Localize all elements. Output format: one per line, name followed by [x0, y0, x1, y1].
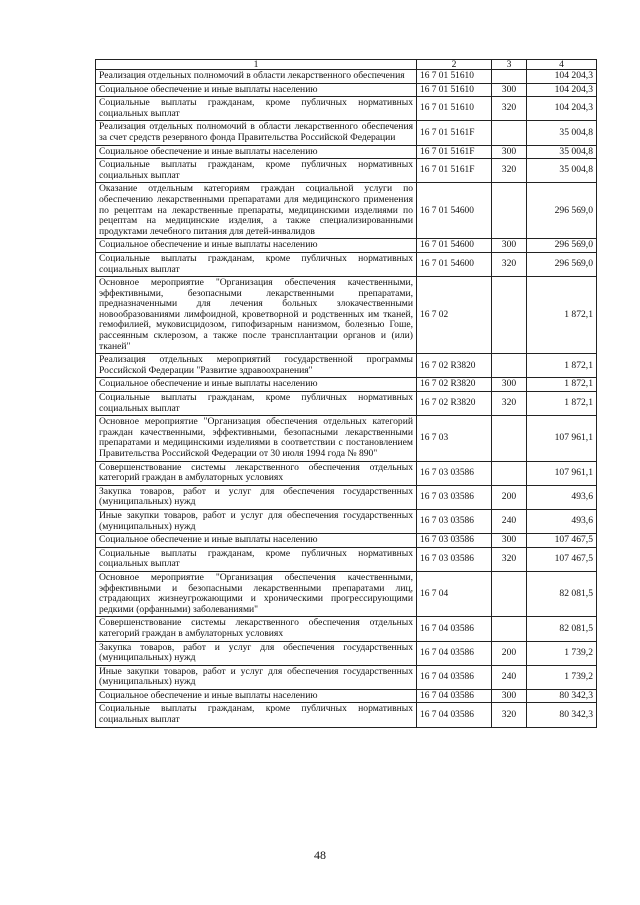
row-code-cell: 16 7 01 54600	[417, 252, 492, 276]
row-amount-cell: 80 342,3	[527, 689, 597, 703]
row-name-cell: Социальные выплаты гражданам, кроме публичных нормативных социальных выплат	[96, 252, 417, 276]
row-expense-type-cell: 320	[492, 392, 527, 416]
row-code-cell: 16 7 02 R3820	[417, 354, 492, 378]
row-expense-type-cell: 300	[492, 534, 527, 548]
row-expense-type-cell: 200	[492, 641, 527, 665]
row-expense-type-cell: 240	[492, 509, 527, 533]
table-row	[96, 547, 597, 571]
row-name-cell: Совершенствование системы лекарственного обеспечения отдельных категорий граждан в амбулаторных условиях	[96, 461, 417, 485]
table-row	[96, 509, 597, 533]
row-code-cell: 16 7 03 03586	[417, 461, 492, 485]
row-expense-type-cell	[492, 617, 527, 641]
row-code-cell: 16 7 01 5161F	[417, 121, 492, 145]
row-name-cell: Основное мероприятие "Организация обеспечения отдельных категорий граждан качественными, эффективными, безопасными лекарственными препаратами и медицинскими изделиями в соответствии с постановлением Правительства Российской Федерации от 30 июля 1994 года № 890"	[96, 416, 417, 461]
row-expense-type-cell: 320	[492, 97, 527, 121]
table-row	[96, 145, 597, 159]
row-amount-cell: 296 569,0	[527, 252, 597, 276]
row-expense-type-cell	[492, 571, 527, 616]
row-name-cell: Социальные выплаты гражданам, кроме публичных нормативных социальных выплат	[96, 97, 417, 121]
row-amount-cell: 35 004,8	[527, 159, 597, 183]
row-code-cell: 16 7 02 R3820	[417, 378, 492, 392]
row-amount-cell: 80 342,3	[527, 703, 597, 727]
row-code-cell: 16 7 04 03586	[417, 689, 492, 703]
row-amount-cell: 35 004,8	[527, 121, 597, 145]
row-name-cell: Реализация отдельных мероприятий государственной программы Российской Федерации "Развитие здравоохранения"	[96, 354, 417, 378]
table-row	[96, 571, 597, 616]
header-cell-name: 1	[96, 60, 417, 70]
row-expense-type-cell: 300	[492, 83, 527, 97]
table-row	[96, 416, 597, 461]
row-expense-type-cell: 300	[492, 378, 527, 392]
row-code-cell: 16 7 01 51610	[417, 70, 492, 84]
row-expense-type-cell	[492, 121, 527, 145]
row-code-cell: 16 7 01 51610	[417, 83, 492, 97]
row-amount-cell: 104 204,3	[527, 70, 597, 84]
header-cell-code: 2	[417, 60, 492, 70]
row-expense-type-cell: 200	[492, 485, 527, 509]
table-row	[96, 277, 597, 354]
row-code-cell: 16 7 04 03586	[417, 665, 492, 689]
row-name-cell: Социальные выплаты гражданам, кроме публичных нормативных социальных выплат	[96, 703, 417, 727]
row-code-cell: 16 7 04	[417, 571, 492, 616]
row-expense-type-cell	[492, 354, 527, 378]
row-amount-cell: 82 081,5	[527, 617, 597, 641]
row-name-cell: Социальное обеспечение и иные выплаты населению	[96, 83, 417, 97]
row-name-cell: Оказание отдельным категориям граждан социальной услуги по обеспечению лекарственными препаратами для медицинского применения по рецептам на лекарственные препараты, медицинскими изделиями по рецептам на медицинские изделия, а также специализированными продуктами лечебного питания для детей-инвалидов	[96, 183, 417, 239]
budget-table	[95, 59, 597, 728]
row-amount-cell: 296 569,0	[527, 183, 597, 239]
row-amount-cell: 1 739,2	[527, 665, 597, 689]
table-row	[96, 159, 597, 183]
row-amount-cell: 1 872,1	[527, 354, 597, 378]
row-expense-type-cell	[492, 183, 527, 239]
row-code-cell: 16 7 03 03586	[417, 485, 492, 509]
page-number: 48	[314, 848, 326, 862]
row-code-cell: 16 7 01 51610	[417, 97, 492, 121]
row-name-cell: Реализация отдельных полномочий в области лекарственного обеспечения за счет средств резервного фонда Правительства Российской Федерации	[96, 121, 417, 145]
row-code-cell: 16 7 01 54600	[417, 183, 492, 239]
row-name-cell: Социальные выплаты гражданам, кроме публичных нормативных социальных выплат	[96, 547, 417, 571]
row-amount-cell: 107 467,5	[527, 547, 597, 571]
row-expense-type-cell: 320	[492, 252, 527, 276]
row-expense-type-cell	[492, 277, 527, 354]
row-name-cell: Закупка товаров, работ и услуг для обеспечения государственных (муниципальных) нужд	[96, 641, 417, 665]
table-row	[96, 641, 597, 665]
row-expense-type-cell: 320	[492, 703, 527, 727]
row-amount-cell: 104 204,3	[527, 83, 597, 97]
row-name-cell: Иные закупки товаров, работ и услуг для обеспечения государственных (муниципальных) нужд	[96, 665, 417, 689]
row-expense-type-cell	[492, 416, 527, 461]
row-code-cell: 16 7 01 54600	[417, 239, 492, 253]
row-name-cell: Социальное обеспечение и иные выплаты населению	[96, 534, 417, 548]
row-expense-type-cell: 320	[492, 547, 527, 571]
row-name-cell: Социальные выплаты гражданам, кроме публичных нормативных социальных выплат	[96, 392, 417, 416]
row-amount-cell: 1 872,1	[527, 277, 597, 354]
table-row	[96, 485, 597, 509]
table-row	[96, 534, 597, 548]
row-amount-cell: 493,6	[527, 509, 597, 533]
row-amount-cell: 1 872,1	[527, 392, 597, 416]
table-row	[96, 70, 597, 84]
row-code-cell: 16 7 01 5161F	[417, 145, 492, 159]
row-amount-cell: 493,6	[527, 485, 597, 509]
table-row	[96, 83, 597, 97]
row-amount-cell: 107 961,1	[527, 461, 597, 485]
row-expense-type-cell: 300	[492, 239, 527, 253]
table-row	[96, 252, 597, 276]
row-name-cell: Социальные выплаты гражданам, кроме публичных нормативных социальных выплат	[96, 159, 417, 183]
row-code-cell: 16 7 01 5161F	[417, 159, 492, 183]
table-row	[96, 121, 597, 145]
row-amount-cell: 296 569,0	[527, 239, 597, 253]
row-expense-type-cell: 320	[492, 159, 527, 183]
row-code-cell: 16 7 04 03586	[417, 641, 492, 665]
row-code-cell: 16 7 03 03586	[417, 509, 492, 533]
row-expense-type-cell	[492, 461, 527, 485]
row-name-cell: Социальное обеспечение и иные выплаты населению	[96, 378, 417, 392]
row-name-cell: Основное мероприятие "Организация обеспечения качественными, эффективными, безопасными лекарственными препаратами, предназначенными для лечения больных злокачественными новообразованиями лимфоидной, кроветворной и родственных им тканей, гемофилией, муковисцидозом, гипофизарным нанизмом, болезнью Гоше, рассеянным склерозом, а также после трансплантации органов и (или) тканей"	[96, 277, 417, 354]
row-expense-type-cell: 300	[492, 689, 527, 703]
row-name-cell: Социальное обеспечение и иные выплаты населению	[96, 239, 417, 253]
row-amount-cell: 107 467,5	[527, 534, 597, 548]
row-code-cell: 16 7 04 03586	[417, 617, 492, 641]
row-name-cell: Иные закупки товаров, работ и услуг для обеспечения государственных (муниципальных) нужд	[96, 509, 417, 533]
row-code-cell: 16 7 04 03586	[417, 703, 492, 727]
row-name-cell: Закупка товаров, работ и услуг для обеспечения государственных (муниципальных) нужд	[96, 485, 417, 509]
row-name-cell: Основное мероприятие "Организация обеспечения качественными, эффективными и безопасными лекарственными препаратами лиц, страдающих жизнеугрожающими и хроническими прогрессирующими редкими (орфанными) заболеваниями"	[96, 571, 417, 616]
row-amount-cell: 35 004,8	[527, 145, 597, 159]
row-code-cell: 16 7 02 R3820	[417, 392, 492, 416]
table-row	[96, 97, 597, 121]
table-row	[96, 239, 597, 253]
row-amount-cell: 1 739,2	[527, 641, 597, 665]
row-amount-cell: 107 961,1	[527, 416, 597, 461]
row-code-cell: 16 7 03	[417, 416, 492, 461]
row-expense-type-cell: 240	[492, 665, 527, 689]
table-row	[96, 378, 597, 392]
table-row	[96, 354, 597, 378]
header-cell-amount: 4	[527, 60, 597, 70]
table-row	[96, 183, 597, 239]
row-code-cell: 16 7 03 03586	[417, 547, 492, 571]
row-expense-type-cell: 300	[492, 145, 527, 159]
header-cell-type: 3	[492, 60, 527, 70]
row-expense-type-cell	[492, 70, 527, 84]
table-row	[96, 392, 597, 416]
row-amount-cell: 1 872,1	[527, 378, 597, 392]
row-amount-cell: 104 204,3	[527, 97, 597, 121]
table-row	[96, 461, 597, 485]
table-row	[96, 689, 597, 703]
table-row	[96, 617, 597, 641]
table-row	[96, 703, 597, 727]
row-name-cell: Социальное обеспечение и иные выплаты населению	[96, 145, 417, 159]
table-row	[96, 665, 597, 689]
row-amount-cell: 82 081,5	[527, 571, 597, 616]
row-name-cell: Реализация отдельных полномочий в области лекарственного обеспечения	[96, 70, 417, 84]
row-code-cell: 16 7 02	[417, 277, 492, 354]
header-row	[96, 60, 597, 70]
row-name-cell: Совершенствование системы лекарственного обеспечения отдельных категорий граждан в амбулаторных условиях	[96, 617, 417, 641]
row-name-cell: Социальное обеспечение и иные выплаты населению	[96, 689, 417, 703]
row-code-cell: 16 7 03 03586	[417, 534, 492, 548]
